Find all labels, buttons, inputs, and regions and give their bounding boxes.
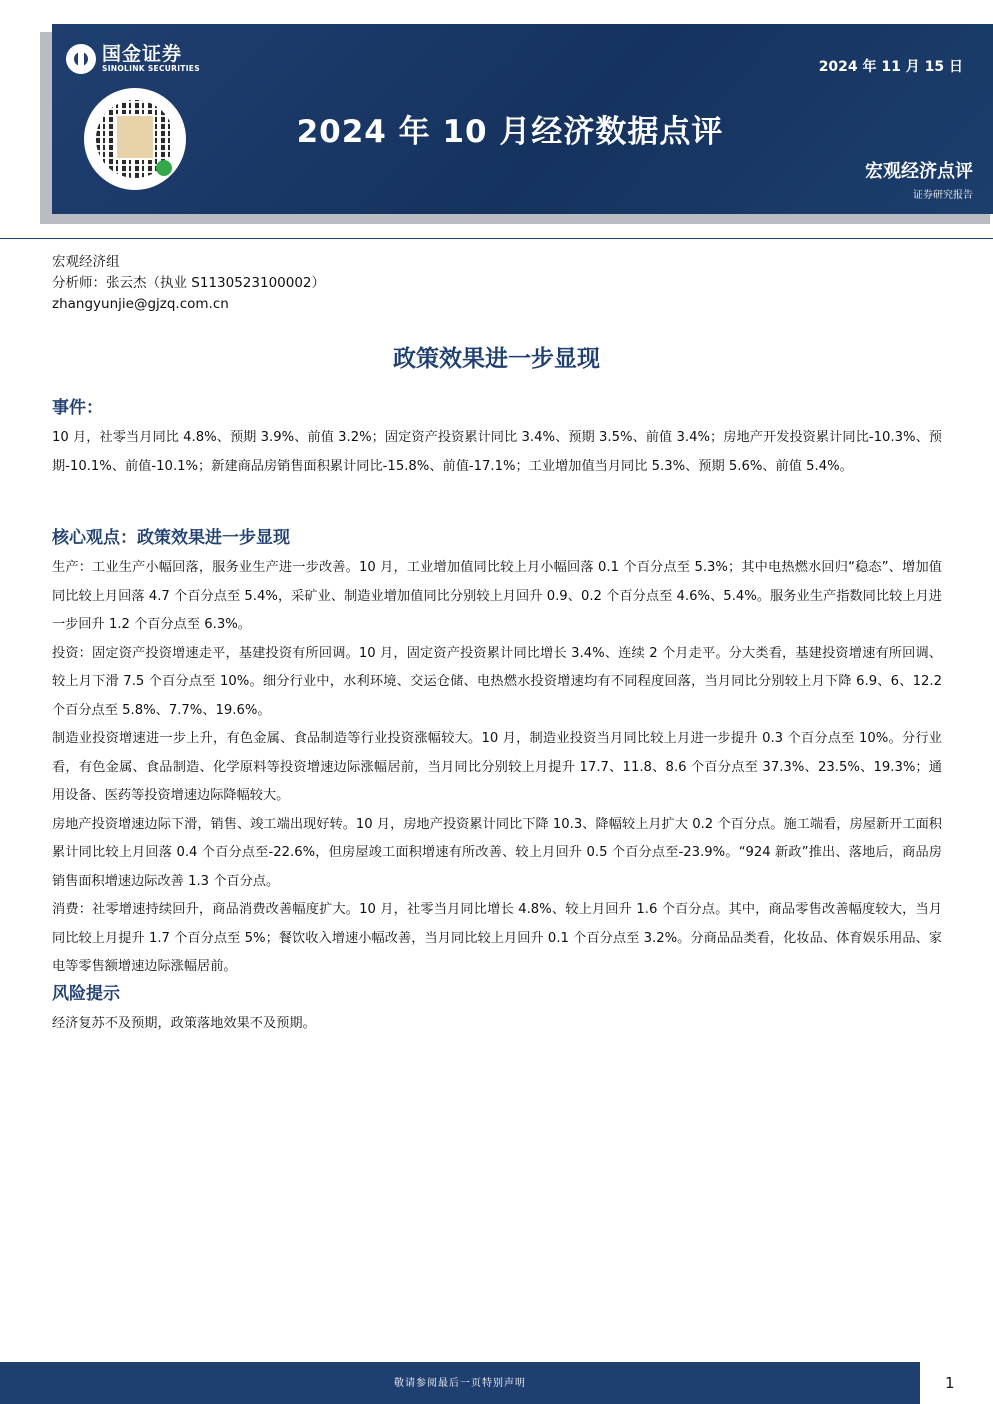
- research-group: 宏观经济组: [52, 254, 120, 270]
- event-section: [52, 396, 942, 481]
- analyst-name: 分析师：张云杰（执业 S1130523100002）: [52, 275, 326, 291]
- logo-en: SINOLINK SECURITIES: [102, 64, 200, 73]
- report-type: 宏观经济点评: [865, 161, 973, 182]
- footer-notice: 敬请参阅最后一页特别声明: [394, 1378, 526, 1389]
- report-date: 2024 年 11 月 15 日: [818, 59, 963, 75]
- company-logo: [66, 44, 200, 74]
- logo-text: [102, 44, 200, 74]
- risk-heading: 风险提示: [52, 984, 120, 1004]
- core-paragraph-production: 生产：工业生产小幅回落，服务业生产进一步改善。10 月，工业增加值同比较上月小幅回落 0.1 个百分点至 5.3%；其中电热燃水回归“稳态”、增加值同比较上月回落 4.7 个百分点至 5.4%，采矿业、制造业增加值同比分别较上月回升 0.9、0.2 个百分点至 4.6%、5.4%。服务业生产指数同比较上月进一步回升 1.2 个百分点至 6.3%。: [52, 560, 942, 632]
- logo-mark-icon: [66, 44, 96, 74]
- analyst-email[interactable]: zhangyunjie@gjzq.com.cn: [52, 296, 229, 312]
- header-divider: [0, 238, 993, 239]
- core-paragraph-realestate: 房地产投资增速边际下滑，销售、竣工端出现好转。10 月，房地产投资累计同比下降 10.3、降幅较上月扩大 0.2 个百分点。施工端看，房屋新开工面积累计同比较上月回落 0.4 个百分点至-22.6%，但房屋竣工面积增速有所改善、较上月回升 0.5 个百分点至-23.9%。“924 新政”推出、落地后，商品房销售面积增速边际改善 1.3 个百分点。: [52, 816, 942, 889]
- core-paragraph-manufacturing: 制造业投资增速进一步上升，有色金属、食品制造等行业投资涨幅较大。10 月，制造业投资当月同比较上月进一步提升 0.3 个百分点至 10%。分行业看，有色金属、食品制造、化学原料等投资增速边际涨幅居前，当月同比分别较上月提升 17.7、11.8、8.6 个百分点至 37.3%、23.5%、19.3%；通用设备、医药等投资增速边际降幅较大。: [52, 731, 942, 803]
- summary-title: 政策效果进一步显现: [393, 346, 600, 372]
- core-paragraph-consumption: 消费：社零增速持续回升，商品消费改善幅度扩大。10 月，社零当月同比增长 4.8%、较上月回升 1.6 个百分点。其中，商品零售改善幅度较大，当月同比较上月提升 1.7 个百分点至 5%；餐饮收入增速小幅改善，当月同比较上月回升 0.1 个百分点至 3.2%。分商品品类看，化妆品、体育娱乐用品、家电等零售额增速边际涨幅居前。: [52, 902, 942, 974]
- risk-text: 经济复苏不及预期，政策落地效果不及预期。: [52, 1016, 316, 1031]
- author-info: [52, 252, 325, 315]
- wechat-badge-icon: [156, 160, 172, 176]
- core-paragraph-investment: 投资：固定资产投资增速走平，基建投资有所回调。10 月，固定资产投资累计同比增长 3.4%、连续 2 个月走平。分大类看，基建投资增速有所回调、较上月下滑 7.5 个百分点至 10%。细分行业中，水利环境、交运仓储、电热燃水投资增速均有不同程度回落，当月同比分别较上月下降 6.9、6、12.2 个百分点至 5.8%、7.7%、19.6%。: [52, 645, 942, 718]
- logo-cn: 国金证券: [102, 43, 183, 65]
- report-subtype: 证券研究报告: [913, 190, 973, 201]
- report-title: 2024 年 10 月经济数据点评: [296, 114, 724, 150]
- core-section: [52, 526, 942, 982]
- risk-section: [52, 982, 942, 1039]
- event-heading: 事件：: [52, 398, 103, 418]
- event-text: 10 月，社零当月同比 4.8%、预期 3.9%、前值 3.2%；固定资产投资累计同比 3.4%、预期 3.5%、前值 3.4%；房地产开发投资累计同比-10.3%、预期-10.1%、前值-10.1%；新建商品房销售面积累计同比-15.8%、前值-17.1%；工业增加值当月同比 5.3%、预期 5.6%、前值 5.4%。: [52, 430, 942, 474]
- core-heading: 核心观点：政策效果进一步显现: [52, 528, 290, 548]
- page-number: 1: [945, 1374, 955, 1392]
